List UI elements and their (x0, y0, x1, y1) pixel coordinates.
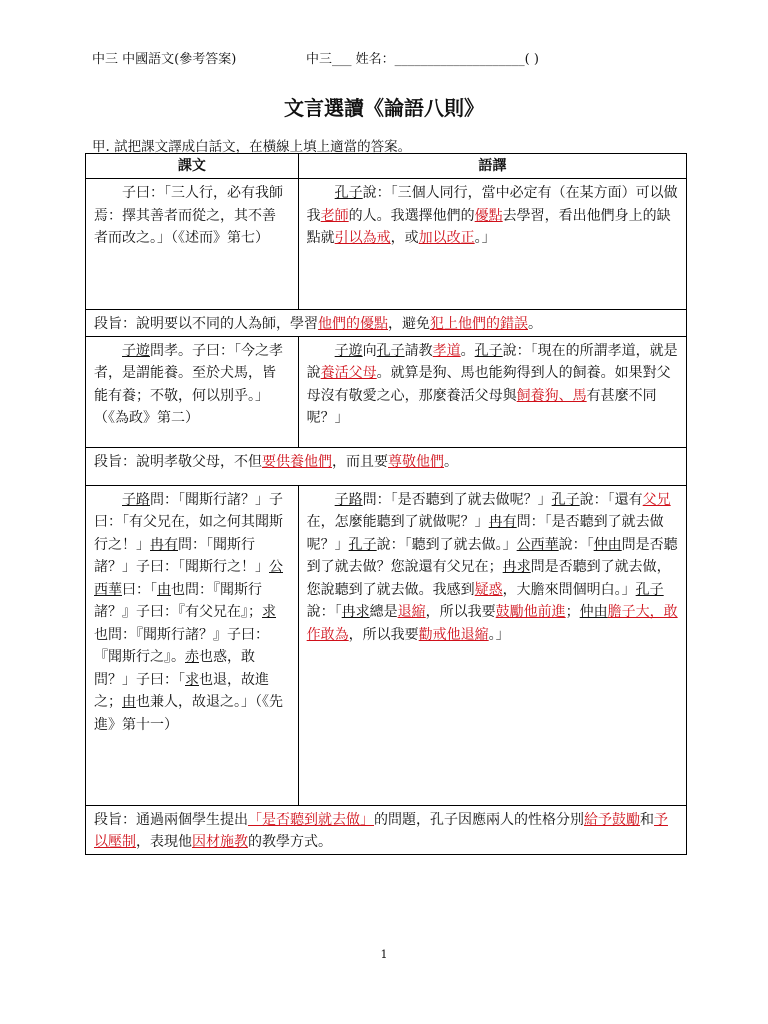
translation-cell (298, 485, 686, 805)
summary-cell (86, 447, 687, 485)
name-qiu: 求 (185, 671, 199, 688)
text-segment: 也問：『聞斯行諸？』子曰：『聞斯行之』。 (94, 626, 269, 665)
source-text (94, 489, 290, 737)
column-header-translation: 語譯 (298, 154, 686, 179)
name-ziyou: 子遊 (334, 342, 363, 359)
text-segment: ，所以我要 (425, 604, 496, 620)
answer-blank: 鼓勵他前進 (495, 604, 566, 620)
text-segment: ，而且要 (332, 453, 388, 470)
text-segment: 。 (460, 342, 475, 359)
name-confucius: 孔子 (348, 536, 377, 553)
table-row (86, 485, 687, 805)
text-segment: ，避免 (388, 316, 430, 332)
summary-cell (86, 805, 687, 854)
answer-blank: 孝道 (432, 342, 461, 359)
name-ranyou: 冉有 (150, 536, 178, 553)
page-title: 文言選讀《論語八則》 (284, 96, 484, 120)
name-zhongyou: 仲由 (579, 604, 608, 620)
text-segment: 的人。我選擇他們的 (348, 207, 475, 224)
text-segment: 問孝。子曰：「今之孝者，是謂能養。至於犬馬，皆能有養；不敬，何以別乎。」（《為政》第二） (94, 342, 283, 426)
text-segment: 問是否聽到了就去做？您說還有父兄在； (306, 536, 678, 575)
answer-blank: 勸戒他退縮 (418, 626, 489, 643)
source-cell (86, 179, 299, 310)
table-row (86, 336, 687, 447)
text-segment: 。就算是狗、馬也能夠得到人的飼養。如果對父母沒有敬愛之心，那麼養活父母與 (306, 365, 671, 404)
column-header-source: 課文 (86, 154, 299, 179)
text-segment: 去學習，看出他們身上的缺點就 (306, 207, 671, 246)
answer-blank: 引以為戒 (334, 230, 391, 246)
text-segment: 段旨：說明孝敬父母，不但 (94, 453, 262, 470)
text-segment: 問是否聽到了就去做，您說聽到了就去做。我感到 (306, 559, 671, 598)
text-segment: 的問題，孔子因應兩人的性格分別 (374, 811, 584, 828)
translation-text (307, 489, 678, 647)
translation-text (307, 182, 678, 250)
text-segment: 也問：『聞斯行諸？』子曰：『有父兄在』； (94, 581, 262, 620)
text-segment: ，大膽來問個明白。」 (502, 581, 636, 598)
text-segment: ，表現他 (136, 834, 192, 850)
text-segment: 說：「還有 (579, 491, 643, 508)
page-number: 1 (380, 948, 388, 961)
name-ranqiu: 冉求 (341, 604, 370, 620)
text-segment: 也兼人，故退之。」（《先進》第十一） (94, 694, 283, 733)
answer-blank: 老師 (320, 207, 349, 224)
name-ranyou: 冉有 (488, 514, 517, 530)
name-zilu: 子路 (334, 491, 363, 508)
answer-blank: 疑惑 (474, 581, 503, 598)
translation-cell (298, 336, 686, 447)
text-segment: 說：「聽到了就去做。」 (376, 536, 517, 553)
name-zilu: 子路 (122, 491, 150, 508)
text-segment: 。」 (488, 626, 510, 643)
text-segment: 問：「聞斯行諸？」子曰：「聞斯行之！」 (94, 536, 269, 575)
answer-blank: 退縮 (397, 604, 426, 620)
text-segment: 的教學方式。 (248, 834, 332, 850)
answer-blank: 因材施教 (192, 834, 248, 850)
text-segment: 。 (444, 453, 458, 470)
translation-table (85, 153, 687, 855)
text-segment: 段旨：通過兩個學生提出 (94, 811, 248, 828)
answer-blank: 予以壓制 (94, 811, 668, 850)
name-confucius: 孔子 (376, 342, 405, 359)
translation-cell (298, 179, 686, 310)
text-segment: 總是 (369, 604, 398, 620)
answer-blank: 膽子大，敢作敢為 (306, 604, 678, 643)
text-segment: ，所以我要 (348, 626, 419, 643)
course-label: 中三 中國語文(參考答案) (92, 52, 237, 67)
text-segment: 也惑，敢問？」子曰：「 (94, 649, 255, 688)
answer-blank: 父兄 (642, 491, 671, 508)
table-row (86, 179, 687, 310)
text-segment: 說：「三個人同行，當中必定有（在某方面）可以做我 (306, 185, 678, 224)
text-segment: 問：「聞斯行諸？」子曰：「有父兄在，如之何其聞斯行之！」 (94, 491, 283, 553)
name-gongxihua: 公西華 (516, 536, 559, 553)
text-segment: 在，怎麼能聽到了就做呢？」 (306, 514, 489, 530)
answer-blank: 尊敬他們 (388, 453, 444, 470)
answer-blank: 他們的優點 (318, 316, 388, 332)
name-qiu: 求 (262, 604, 276, 620)
text-segment: 也退，故進之； (94, 671, 269, 710)
source-cell (86, 485, 299, 805)
text-segment: 。」 (474, 230, 496, 246)
answer-blank: 優點 (474, 207, 503, 224)
instruction-text: 甲. 試把課文譯成白話文，在橫線上填上適當的答案。 (92, 139, 412, 155)
answer-blank: 加以改正 (418, 230, 475, 246)
text-segment: 說：「 (558, 536, 594, 553)
table-header-row (86, 154, 687, 179)
name-confucius: 孔子 (551, 491, 580, 508)
source-cell (86, 336, 299, 447)
text-segment: ，或 (390, 230, 419, 246)
translation-text (307, 340, 678, 430)
text-segment: 問：「是否聽到了就去做呢？」 (306, 514, 664, 553)
text-segment: 曰：「 (122, 581, 157, 598)
text-segment: 和 (640, 811, 654, 828)
name-confucius: 孔子 (334, 185, 363, 201)
text-segment: 說：「 (306, 604, 342, 620)
answer-blank: 飼養狗、馬 (516, 387, 587, 404)
summary-row (86, 310, 687, 337)
summary-cell (86, 310, 687, 337)
name-ziyou: 子遊 (122, 342, 150, 359)
summary-row (86, 447, 687, 485)
class-name-field: 中三___ 姓名：____________________( ) (306, 52, 539, 67)
text-segment: 。 (528, 316, 542, 332)
text-segment: 有甚麼不同呢？」 (306, 387, 657, 426)
text-segment: ； (565, 604, 580, 620)
name-confucius: 孔子 (635, 581, 664, 598)
text-segment: 說：「現在的所謂孝道，就是說 (306, 342, 678, 381)
name-ranqiu: 冉求 (502, 559, 531, 575)
answer-blank: 犯上他們的錯誤 (430, 316, 528, 332)
source-text (94, 340, 290, 430)
name-zhongyou: 仲由 (593, 536, 622, 553)
answer-blank: 給予鼓勵 (584, 811, 640, 828)
source-text: 子曰：「三人行，必有我師焉：擇其善者而從之，其不善者而改之。」（《述而》第七） (94, 185, 283, 246)
summary-row (86, 805, 687, 854)
name-gongxihua: 公西華 (94, 559, 283, 598)
name-you: 由 (122, 694, 136, 710)
text-segment: 請教 (404, 342, 433, 359)
answer-blank: 「是否聽到就去做」 (248, 811, 374, 828)
text-segment: 段旨：說明要以不同的人為師，學習 (94, 316, 318, 332)
name-confucius: 孔子 (474, 342, 503, 359)
name-you: 由 (157, 581, 171, 598)
name-chi: 赤 (185, 649, 199, 665)
answer-blank: 養活父母 (320, 365, 377, 381)
text-segment: 問：「是否聽到了就去做呢？」 (362, 491, 552, 508)
answer-blank: 要供養他們 (262, 453, 332, 470)
text-segment: 向 (362, 342, 377, 359)
